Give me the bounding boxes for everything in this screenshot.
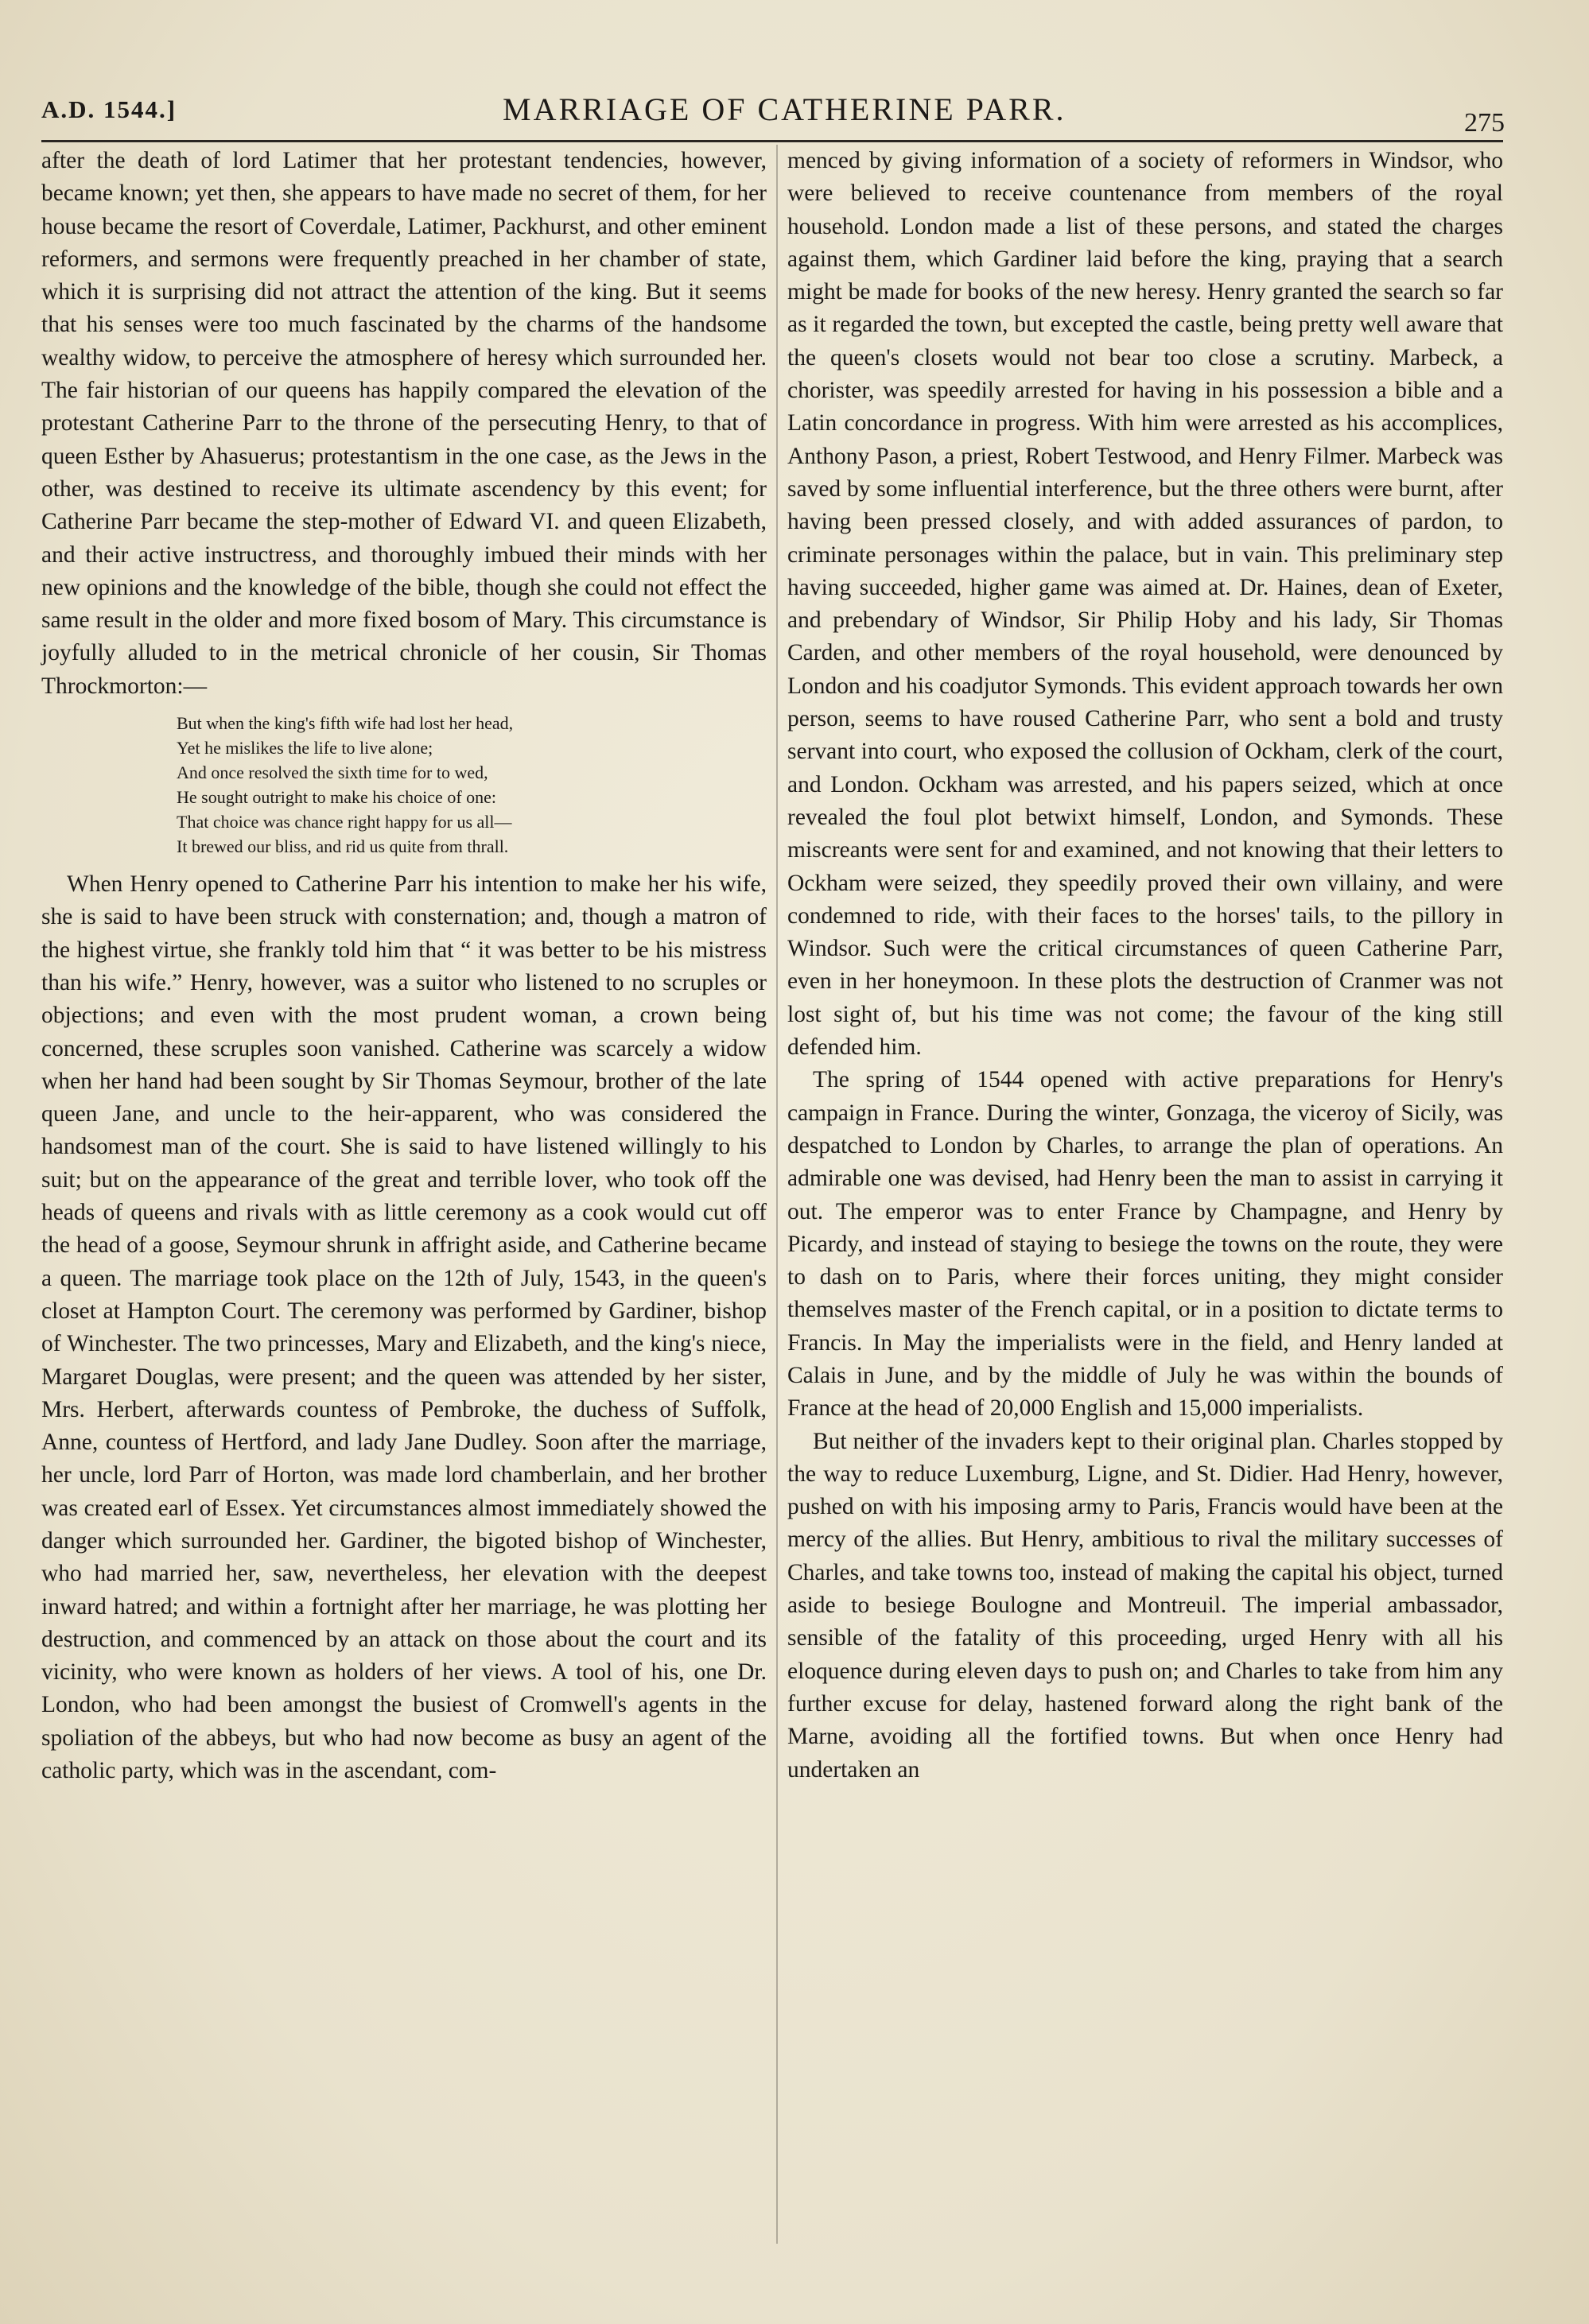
verse-line-5: That choice was chance right happy for us all— (177, 812, 512, 832)
verse-line-2: Yet he mislikes the life to live alone; (177, 738, 433, 759)
date-marker: A.D. 1544.] (41, 95, 177, 123)
running-head (41, 86, 1505, 138)
verse-line-3: And once resolved the sixth time for to wed, (177, 762, 488, 783)
right-paragraph-2: The spring of 1544 opened with active preparations for Henry's campaign in France. During the winter, Gonzaga, the viceroy of Sicily, was despatched to London by Charles, to arrange the plan of operations. An admirable one was devised, had Henry been the man to assist in carrying it out. The emperor was to enter France by Champagne, and Henry by Picardy, and instead of staying to besiege the towns on the route, they were to dash on to Paris, where their forces uniting, they might consider themselves master of the French capital, or in a position to dictate terms to Francis. In May the imperialists were in the field, and Henry landed at Calais in June, and by the middle of July he was within the bounds of France at the head of 20,000 English and 15,000 imperialists. (787, 1067, 1503, 1422)
right-paragraph-1: menced by giving information of a society of reformers in Windsor, who were believed to receive countenance from members of the royal household. London made a list of these persons, and stated the charges against them, which Gardiner laid before the king, praying that a search might be made for books of the new heresy. Henry granted the search so far as it regarded the town, but excepted the castle, being pretty well aware that the queen's closets would not bear too close a scrutiny. Marbeck, a chorister, was speedily arrested for having in his possession a bible and a Latin concordance in progress. With him were arrested as his accomplices, Anthony Pason, a priest, Robert Testwood, and Henry Filmer. Marbeck was saved by some influential interference, but the three others were burnt, after having been pressed closely, and with added assurances of pardon, to criminate personages within the palace, but in vain. This preliminary step having succeeded, higher game was aimed at. Dr. Haines, dean of Exeter, and prebendary of Windsor, Sir Philip Hoby and his lady, Sir Thomas Carden, and other members of the royal household, were denounced by London and his coadjutor Symonds. This evident approach towards her own person, seems to have roused Catherine Parr, who sent a bold and trusty servant into court, who exposed the collusion of Ockham, clerk of the court, and London. Ockham was arrested, and his papers seized, which at once revealed the foul plot betwixt himself, London, and Symonds. These miscreants were sent for and examined, and not knowing that their letters to Ockham were seized, they speedily proved their own villainy, and were condemned to ride, with their faces to the horses' tails, to the pillory in Windsor. Such were the critical circumstances of queen Catherine Parr, even in her honeymoon. In these plots the destruction of Cranmer was not lost sight of, but his time was not come; the favour of the king still defended him. (787, 148, 1503, 1061)
left-paragraph-2: When Henry opened to Catherine Parr his intention to make her his wife, she is said to have been struck with consternation; and, though a matron of the highest virtue, she frankly told him that “ it was better to be his mistress than his wife.” Henry, however, was a suitor who listened to no scruples or objections; and even with the most prudent woman, a crown being concerned, these scruples soon vanished. Catherine was scarcely a widow when her hand had been sought by Sir Thomas Seymour, brother of the late queen Jane, and uncle to the heir-apparent, who was considered the handsomest man of the court. She is said to have listened willingly to his suit; but on the appearance of the great and terrible lover, who took off the heads of queens and rivals with as little ceremony as a cook would cut off the head of a goose, Seymour shrunk in affright aside, and Catherine became a queen. The marriage took place on the 12th of July, 1543, in the queen's closet at Hampton Court. The ceremony was performed by Gardiner, bishop of Winchester. The two princesses, Mary and Elizabeth, and the king's niece, Margaret Douglas, were present; and the queen was attended by her sister, Mrs. Herbert, afterwards countess of Pembroke, the duchess of Suffolk, Anne, countess of Hertford, and lady Jane Dudley. Soon after the marriage, her uncle, lord Parr of Horton, was made lord chamberlain, and her brother was created earl of Essex. Yet circumstances almost immediately showed the danger which surrounded her. Gardiner, the bigoted bishop of Winchester, who had married her, saw, nevertheless, her elevation with the deepest inward hatred; and within a fortnight after her marriage, he was plotting her destruction, and commenced by an attack on those about the court and its vicinity, who were known as holders of her views. A tool of his, one Dr. London, who had been amongst the busiest of Cromwell's agents in the spoliation of the abbeys, but who had now become as busy an agent of the catholic party, which was in the ascendant, com- (41, 871, 767, 1784)
page-title: MARRIAGE OF CATHERINE PARR. (503, 91, 1066, 127)
left-column (41, 145, 767, 1787)
verse-line-4: He sought outright to make his choice of one: (177, 787, 497, 808)
right-paragraph-3: But neither of the invaders kept to their original plan. Charles stopped by the way to reduce Luxemburg, Ligne, and St. Didier. Had Henry, however, pushed on with his imposing army to Paris, Francis would have been at the mercy of the allies. But Henry, ambitious to rival the military successes of Charles, and take towns too, instead of making the capital his object, turned aside to besiege Boulogne and Montreuil. The imperial ambassador, sensible of the fatality of this proceeding, urged Henry with all his eloquence during eleven days to push on; and Charles to take from him any further excuse for delay, hastened forward along the right bank of the Marne, avoiding all the fortified towns. But when once Henry had undertaken an (787, 1428, 1503, 1783)
header-rule (41, 140, 1503, 142)
column-divider (776, 145, 778, 2244)
left-paragraph-1: after the death of lord Latimer that her protestant tendencies, however, became known; yet then, she appears to have made no secret of them, for her house became the resort of Coverdale, Latimer, Packhurst, and other eminent reformers, and sermons were frequently preached in her chamber of state, which it is surprising did not attract the attention of the king. But it seems that his senses were too much fascinated by the charms of the handsome wealthy widow, to perceive the atmosphere of heresy which surrounded her. The fair historian of our queens has happily compared the elevation of the protestant Catherine Parr to the throne of the persecuting Henry, to that of queen Esther by Ahasuerus; protestantism in the one case, as the Jews in the other, was destined to receive its ultimate ascendency by this event; for Catherine Parr became the step-mother of Edward VI. and queen Elizabeth, and their active instructress, and thoroughly imbued their minds with her new opinions and the knowledge of the bible, though she could not effect the same result in the older and more fixed bosom of Mary. This circumstance is joyfully alluded to in the metrical chronicle of her cousin, Sir Thomas Throckmorton:— (41, 148, 767, 699)
verse-quote (177, 711, 767, 859)
right-column (787, 145, 1503, 1787)
page-number: 275 (1464, 108, 1505, 138)
verse-line-1: But when the king's fifth wife had lost her head, (177, 713, 514, 734)
verse-line-6: It brewed our bliss, and rid us quite from thrall. (177, 836, 509, 857)
